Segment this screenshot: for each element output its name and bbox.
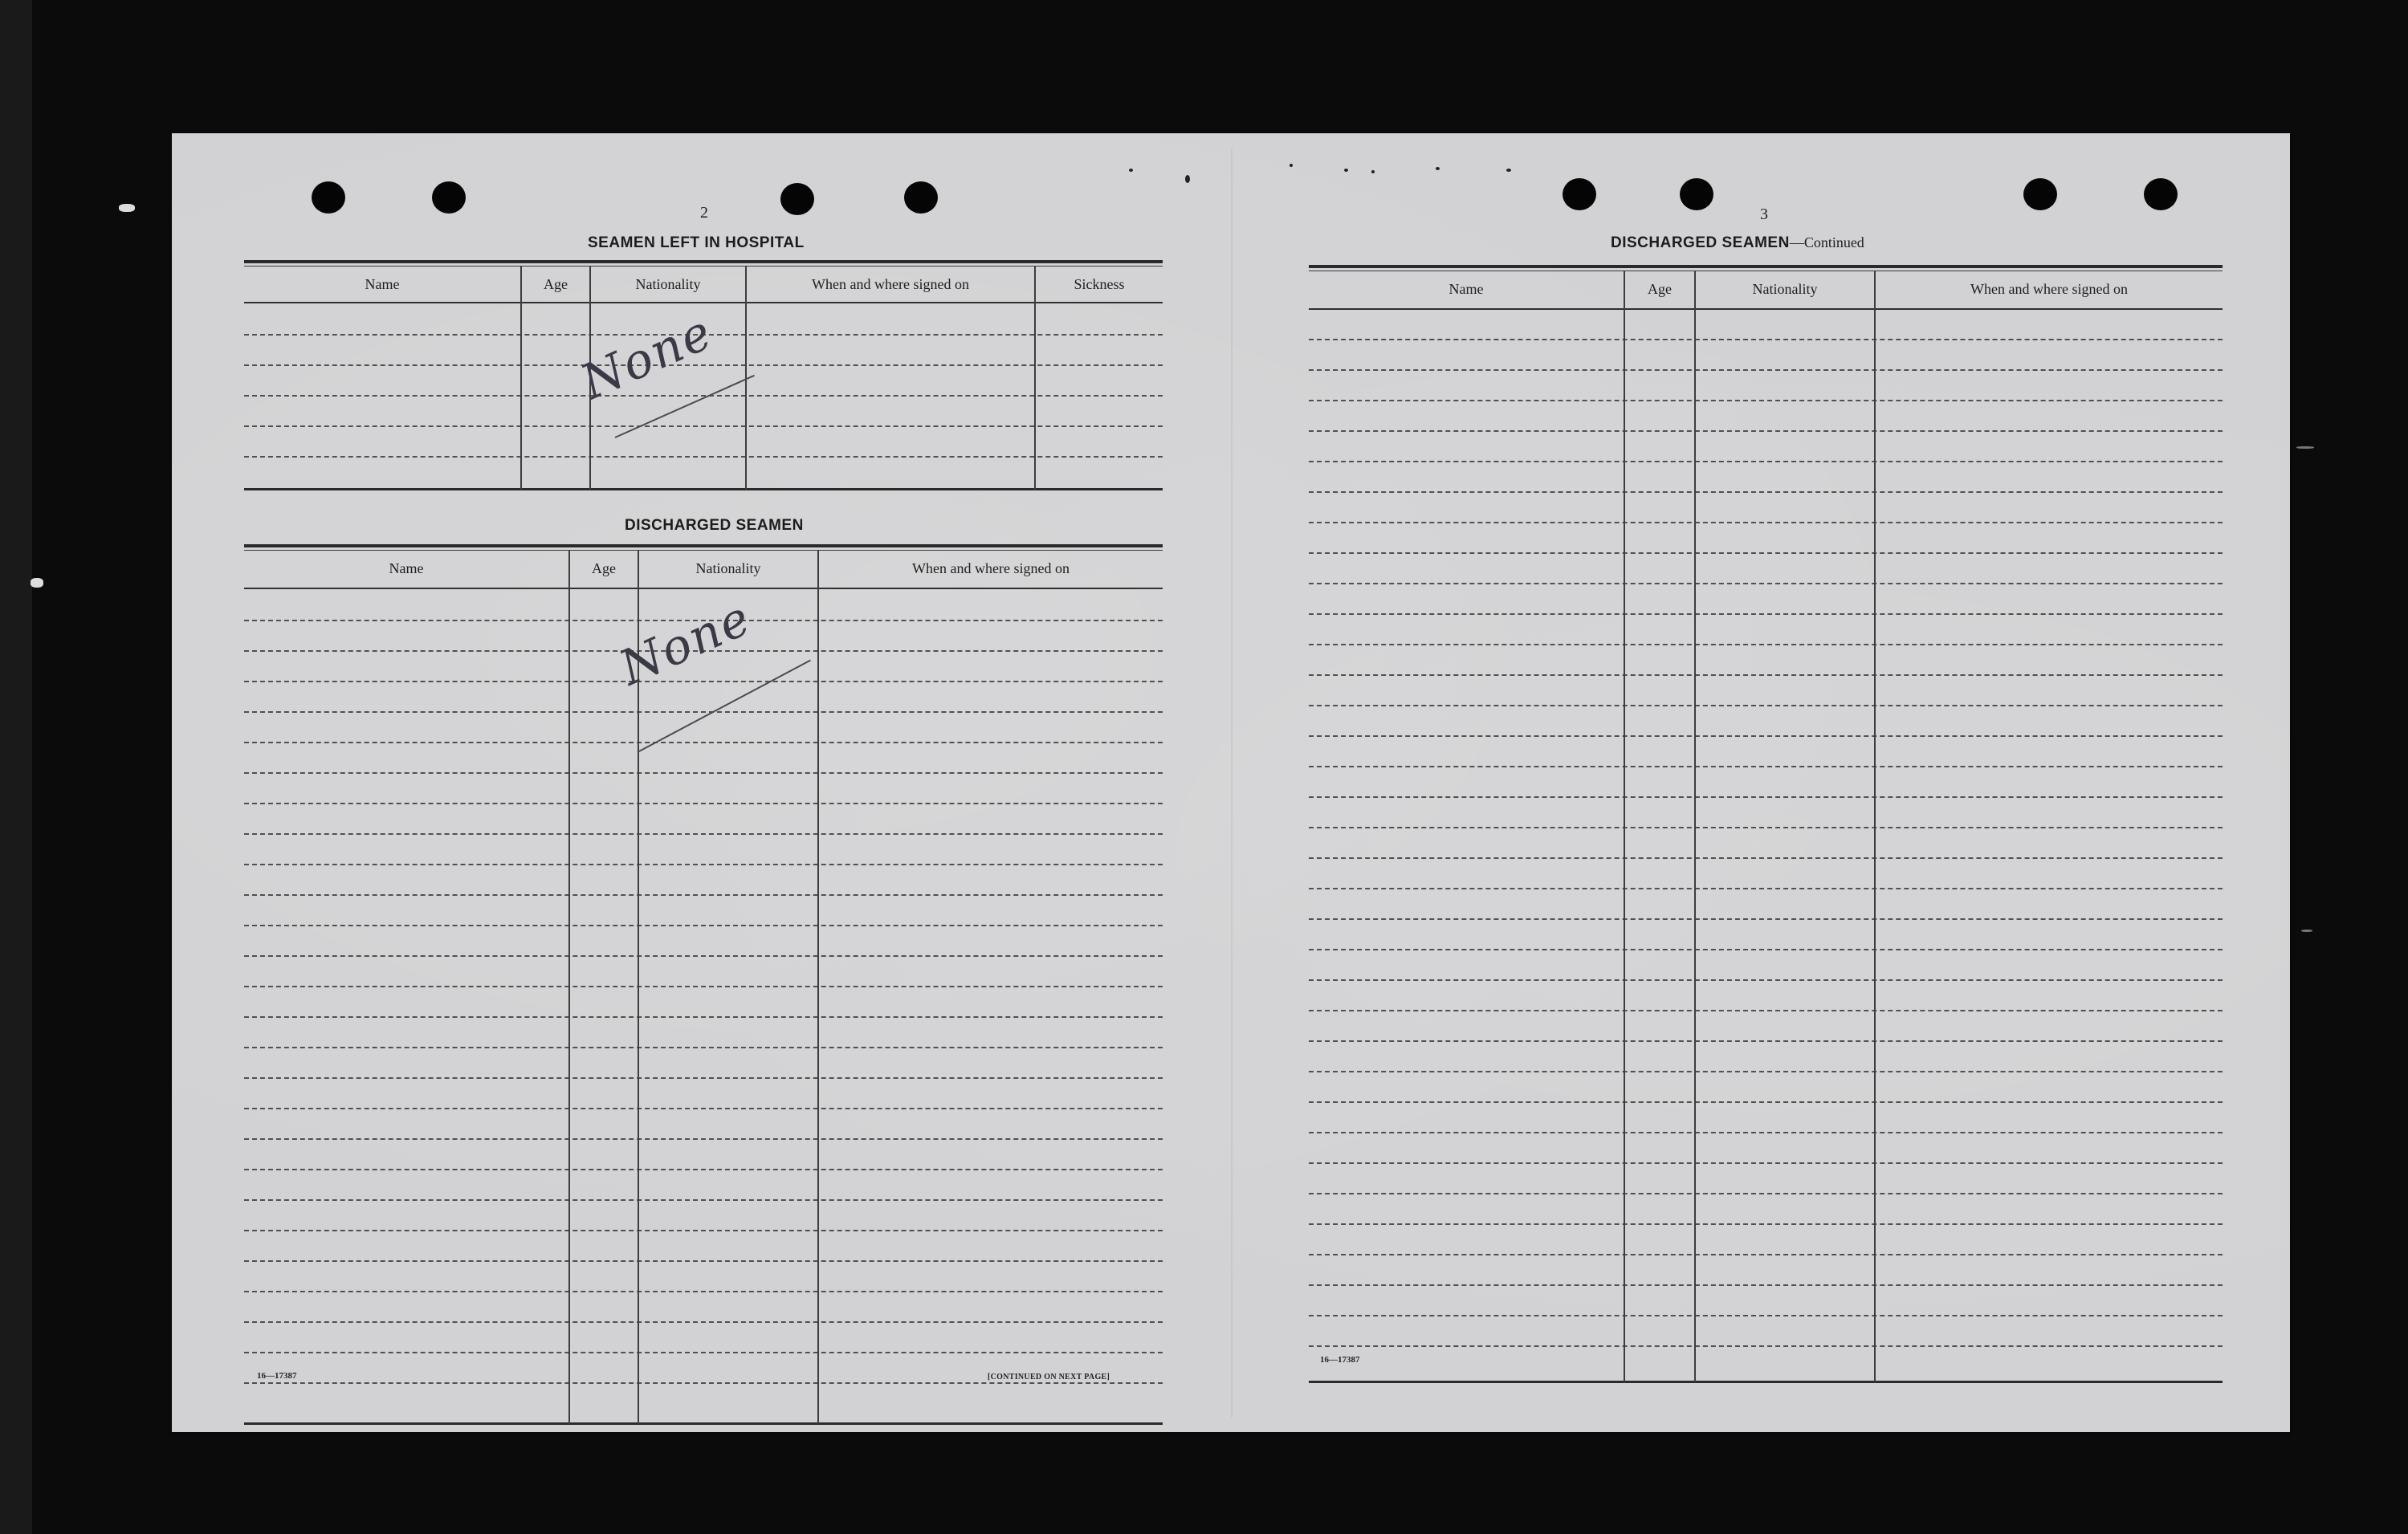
discharged-continued-title <box>1611 234 1864 252</box>
row-line <box>244 1352 1163 1353</box>
punch-hole <box>1680 178 1713 210</box>
center-fold <box>1231 149 1233 1418</box>
row-line <box>244 1169 1163 1170</box>
row-line <box>1309 1345 2223 1347</box>
column-divider <box>817 551 819 1424</box>
page-number-left: 2 <box>700 204 708 222</box>
ink-speck <box>1371 170 1375 173</box>
row-line <box>1309 430 2223 432</box>
punch-hole <box>780 183 814 215</box>
row-line <box>1309 857 2223 859</box>
discharged-table-right <box>1309 265 2223 1485</box>
ink-speck <box>1344 169 1348 172</box>
row-line <box>1309 644 2223 645</box>
column-header-age: Age <box>592 560 616 576</box>
ink-speck <box>1290 164 1293 167</box>
punch-hole <box>1563 178 1596 210</box>
row-line <box>244 1016 1163 1018</box>
column-header-name: Name <box>389 560 424 576</box>
row-line <box>1309 949 2223 950</box>
dust-speck <box>119 204 135 212</box>
table-top-rule <box>244 544 1163 547</box>
row-line <box>244 742 1163 743</box>
column-header-signed-on: When and where signed on <box>1970 281 2128 297</box>
column-divider <box>520 267 522 490</box>
ink-speck <box>1185 175 1190 183</box>
row-line <box>1309 583 2223 584</box>
row-line <box>1309 705 2223 706</box>
table-bottom-rule <box>244 1422 1163 1425</box>
column-divider <box>1874 271 1876 1382</box>
row-line <box>244 711 1163 713</box>
header-divider <box>244 302 1163 303</box>
row-line <box>244 803 1163 804</box>
row-line <box>1309 461 2223 462</box>
column-divider <box>1694 271 1696 1382</box>
table-top-rule <box>244 266 1163 267</box>
row-line <box>244 1138 1163 1140</box>
row-line <box>1309 1193 2223 1194</box>
row-line <box>244 1382 1163 1384</box>
form-number-right: 16—17387 <box>1320 1355 1360 1365</box>
header-divider <box>244 588 1163 589</box>
row-line <box>1309 1254 2223 1255</box>
row-line <box>244 425 1163 427</box>
column-header-age: Age <box>544 276 568 292</box>
row-line <box>244 1291 1163 1292</box>
row-line <box>1309 674 2223 676</box>
column-divider <box>1624 271 1625 1382</box>
row-line <box>1309 1010 2223 1011</box>
row-line <box>1309 1101 2223 1103</box>
punch-hole <box>2023 178 2057 210</box>
column-header-sickness: Sickness <box>1074 276 1125 292</box>
table-top-rule <box>244 550 1163 551</box>
table-bottom-rule <box>1309 1381 2223 1383</box>
ink-speck <box>1436 167 1440 170</box>
row-line <box>1309 339 2223 340</box>
discharged-section-title: DISCHARGED SEAMEN <box>625 517 804 534</box>
row-line <box>244 1260 1163 1262</box>
row-line <box>1309 369 2223 371</box>
handwritten-none-hospital: None <box>572 303 722 411</box>
row-line <box>1309 613 2223 615</box>
page-number-right: 3 <box>1760 205 1768 223</box>
column-header-signed-on: When and where signed on <box>812 276 969 292</box>
row-line <box>244 833 1163 835</box>
punch-hole <box>904 181 938 214</box>
handwritten-none-discharged: None <box>611 589 760 697</box>
row-line <box>244 925 1163 926</box>
row-line <box>1309 491 2223 493</box>
row-line <box>1309 1223 2223 1225</box>
scan-left-edge <box>0 0 32 1534</box>
table-bottom-rule <box>244 488 1163 490</box>
row-line <box>1309 918 2223 920</box>
row-line <box>1309 1315 2223 1316</box>
column-header-name: Name <box>365 276 400 292</box>
row-line <box>1309 1071 2223 1072</box>
table-top-rule <box>1309 265 2223 268</box>
row-line <box>244 864 1163 865</box>
column-header-nationality: Nationality <box>1752 281 1818 297</box>
row-line <box>244 456 1163 458</box>
row-line <box>1309 552 2223 554</box>
column-divider <box>1034 267 1036 490</box>
header-divider <box>1309 308 2223 310</box>
column-header-nationality: Nationality <box>695 560 761 576</box>
row-line <box>1309 766 2223 767</box>
table-top-rule <box>244 260 1163 263</box>
form-number-left: 16—17387 <box>257 1371 297 1381</box>
row-line <box>244 1108 1163 1109</box>
row-line <box>1309 522 2223 523</box>
row-line <box>1309 1040 2223 1042</box>
row-line <box>244 1199 1163 1201</box>
ink-speck <box>1506 169 1511 172</box>
row-line <box>244 681 1163 682</box>
row-line <box>1309 1284 2223 1286</box>
row-line <box>244 1230 1163 1231</box>
row-line <box>1309 735 2223 737</box>
continued-note: [CONTINUED ON NEXT PAGE] <box>988 1373 1110 1381</box>
row-line <box>244 1047 1163 1048</box>
dust-speck <box>31 578 43 588</box>
punch-hole <box>312 181 345 214</box>
column-header-age: Age <box>1648 281 1672 297</box>
row-line <box>244 1321 1163 1323</box>
row-line <box>244 986 1163 987</box>
title-text: DISCHARGED SEAMEN <box>1611 234 1790 251</box>
column-header-signed-on: When and where signed on <box>912 560 1070 576</box>
row-line <box>244 894 1163 896</box>
ledger-paper <box>172 133 2290 1432</box>
dust-speck <box>2296 446 2314 449</box>
column-header-name: Name <box>1448 281 1484 297</box>
punch-hole <box>432 181 466 214</box>
row-line <box>1309 796 2223 798</box>
row-line <box>244 1077 1163 1079</box>
row-line <box>1309 1132 2223 1133</box>
row-line <box>244 772 1163 774</box>
hospital-table <box>244 260 1163 501</box>
column-header-nationality: Nationality <box>635 276 701 292</box>
hospital-section-title: SEAMEN LEFT IN HOSPITAL <box>588 234 805 251</box>
ink-speck <box>1129 169 1133 172</box>
column-divider <box>568 551 570 1424</box>
row-line <box>1309 400 2223 401</box>
row-line <box>244 955 1163 957</box>
row-line <box>1309 888 2223 889</box>
row-line <box>244 364 1163 366</box>
row-line <box>1309 827 2223 828</box>
dust-speck <box>2301 930 2312 932</box>
discharged-table-left <box>244 544 1163 1499</box>
title-suffix: —Continued <box>1789 234 1864 250</box>
punch-hole <box>2144 178 2178 210</box>
row-line <box>1309 979 2223 981</box>
row-line <box>1309 1162 2223 1164</box>
